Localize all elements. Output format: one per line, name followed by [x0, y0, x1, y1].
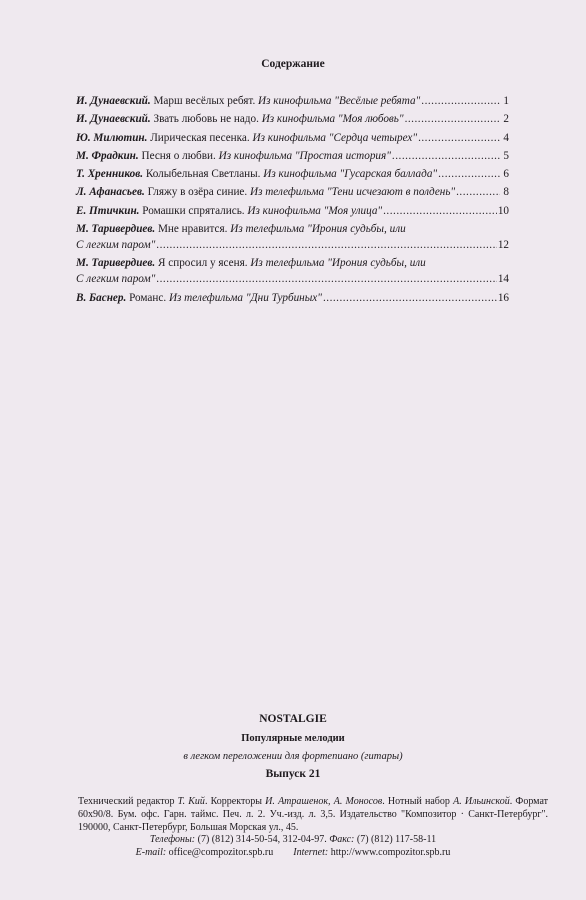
tech-editor-label: Технический редактор [78, 796, 178, 807]
arrangement-note: в легком переложении для фортепиано (гитары) [183, 751, 403, 762]
toc-source: Из кинофильма "Простая история" [218, 149, 391, 162]
typesetting-label: . Нотный набор [382, 796, 454, 807]
toc-page-number: 5 [503, 149, 509, 162]
toc-entry [76, 148, 509, 166]
toc-page-number: 1 [503, 95, 509, 107]
toc-entry [76, 130, 509, 148]
toc-entry [76, 290, 509, 308]
email-label: E-mail: [135, 847, 167, 858]
toc-source: Из кинофильма "Весёлые ребята" [258, 95, 421, 107]
toc-source: Из кинофильма "Сердца четырех" [252, 131, 418, 144]
toc-source: Из телефильма "Тени исчезают в полдень" [249, 186, 456, 199]
toc-source-continuation: С легким паром" [76, 273, 156, 286]
toc-entry-text [76, 221, 406, 237]
phone-line [0, 834, 586, 847]
toc-dot-leader [438, 166, 500, 182]
toc-song-title: Гляжу в озёра синие. [144, 186, 250, 199]
toc-author: И. Дунаевский. [76, 113, 151, 126]
toc-entry-continuation [76, 237, 509, 255]
toc-author: М. Фрадкин. [76, 149, 139, 162]
contents-heading: Содержание [261, 58, 325, 70]
table-of-contents [76, 93, 509, 308]
toc-entry-text [76, 111, 404, 127]
toc-song-title: Романс. [126, 291, 169, 304]
phones-value: (7) (812) 314-50-54, 312-04-97. [195, 834, 330, 845]
toc-source-continuation: С легким паром" [76, 239, 156, 252]
toc-author: М. Таривердиев. [76, 257, 156, 270]
toc-dot-leader [383, 203, 497, 219]
toc-source: Из кинофильма "Моя улица" [247, 204, 383, 217]
toc-dot-leader [323, 290, 497, 306]
toc-dot-leader [156, 237, 497, 253]
fax-value: (7) (812) 117-58-11 [354, 834, 437, 845]
toc-source: Из кинофильма "Моя любовь" [261, 113, 404, 126]
toc-entry [76, 166, 509, 184]
series-title: NOSTALGIE [259, 713, 327, 725]
toc-dot-leader [456, 184, 500, 200]
publication-credits [78, 796, 548, 834]
toc-entry-text [76, 290, 322, 306]
toc-source: Из телефильма "Ирония судьбы, или [250, 257, 426, 270]
toc-page-number: 16 [497, 291, 509, 304]
toc-source: Из телефильма "Дни Турбиных" [168, 291, 322, 304]
toc-song-title: Ромашки спрятались. [139, 204, 248, 217]
toc-entry-text [76, 203, 382, 219]
toc-song-title: Мне нравится. [155, 223, 231, 236]
phones-label: Телефоны: [149, 834, 196, 845]
toc-source: Из кинофильма "Гусарская баллада" [263, 168, 438, 181]
toc-song-title: Марш весёлых ребят. [150, 95, 259, 107]
publication-details: . Формат 60x90/8. Бум. офс. Гарн. таймс. Печ. л. 2. Уч.-изд. л. 3,5. Издательство "Композитор · Санкт-Петербург". 190000, Санкт-Петербург, Большая Морская ул., 45. [78, 796, 548, 833]
toc-entry-text [76, 93, 420, 109]
toc-author: И. Дунаевский. [76, 95, 151, 107]
toc-page-number: 12 [497, 239, 509, 252]
toc-entry [76, 221, 509, 237]
toc-page-number: 6 [503, 168, 509, 181]
toc-author: Ю. Милютин. [76, 131, 148, 144]
toc-entry-text [76, 130, 417, 146]
toc-author: М. Таривердиев. [76, 223, 156, 236]
toc-dot-leader [421, 93, 500, 109]
toc-page-number: 4 [503, 131, 509, 144]
toc-author: В. Баснер. [76, 291, 127, 304]
toc-page-number: 10 [497, 204, 509, 217]
toc-author: Л. Афанасьев. [76, 186, 145, 199]
toc-entry [76, 255, 509, 271]
toc-song-title: Песня о любви. [138, 149, 219, 162]
toc-entry [76, 203, 509, 221]
toc-entry-text [76, 148, 391, 164]
toc-song-title: Звать любовь не надо. [150, 113, 262, 126]
toc-page-number: 2 [503, 113, 509, 126]
toc-entry [76, 93, 509, 111]
toc-entry-continuation [76, 271, 509, 289]
tech-editor-name: Т. Кий [177, 796, 205, 807]
correctors-names: И. Атрашенок, А. Моносов [265, 796, 383, 807]
toc-dot-leader [156, 271, 497, 287]
toc-page-number: 8 [503, 186, 509, 199]
toc-dot-leader [418, 130, 500, 146]
toc-song-title: Я спросил у ясеня. [155, 257, 251, 270]
toc-dot-leader [392, 148, 500, 164]
internet-value: http://www.compozitor.spb.ru [328, 847, 451, 858]
toc-song-title: Колыбельная Светланы. [143, 168, 264, 181]
toc-dot-leader [405, 111, 500, 127]
toc-entry [76, 184, 509, 202]
typesetting-name: А. Ильинской [453, 796, 510, 807]
correctors-label: . Корректоры [204, 796, 266, 807]
issue-number: Выпуск 21 [265, 768, 321, 780]
series-subtitle: Популярные мелодии [241, 733, 345, 744]
toc-author: Е. Птичкин. [76, 204, 140, 217]
internet-label: Internet: [293, 847, 329, 858]
toc-entry [76, 111, 509, 129]
toc-page-number: 14 [497, 273, 509, 286]
toc-entry-text [76, 184, 455, 200]
toc-source: Из телефильма "Ирония судьбы, или [230, 223, 406, 236]
web-line [0, 847, 586, 860]
toc-entry-text [76, 255, 426, 271]
email-value: office@compozitor.spb.ru [166, 847, 274, 858]
fax-label: Факс: [329, 834, 355, 845]
toc-entry-text [76, 166, 437, 182]
toc-author: Т. Хренников. [76, 168, 144, 181]
toc-song-title: Лирическая песенка. [147, 131, 253, 144]
